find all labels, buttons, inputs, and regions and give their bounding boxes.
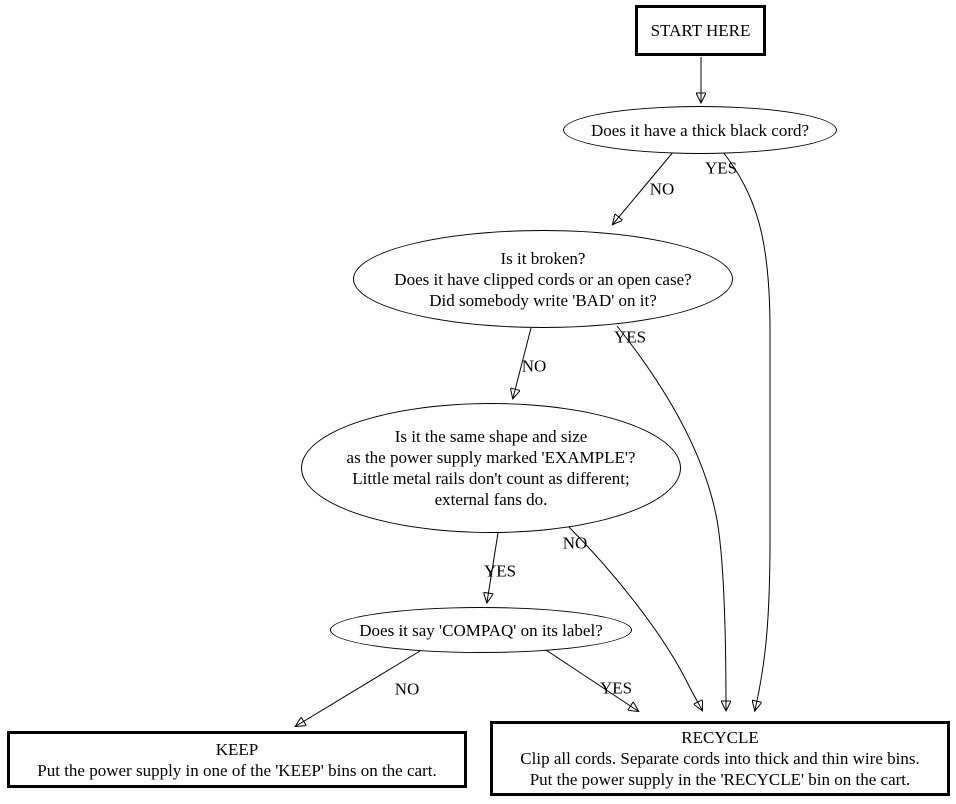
thick-cord-question-text: Does it have a thick black cord? [590, 120, 810, 140]
edge-label-example-yes: YES [483, 561, 517, 581]
recycle-instruction-line-1: Clip all cords. Separate cords into thick and thin wire bins. [520, 749, 920, 768]
keep-title: KEEP [215, 739, 259, 759]
broken-question-line-3: Did somebody write 'BAD' on it? [429, 290, 657, 310]
node-start-here [635, 5, 766, 56]
node-recycle [490, 721, 950, 796]
node-question-thick-black-cord [563, 106, 837, 154]
broken-question-line-2: Does it have clipped cords or an open case? [394, 269, 692, 289]
edge-broken-yes-to-recycle [617, 326, 726, 710]
edge-label-compaq-no: NO [394, 679, 420, 699]
edge-label-thick-cord-yes: YES [704, 158, 738, 178]
recycle-instruction-line-2: Put the power supply in the 'RECYCLE' bin on the cart. [529, 770, 911, 789]
node-question-compaq-label [330, 607, 632, 653]
example-question-line-4: external fans do. [434, 490, 548, 509]
start-here-label: START HERE [650, 21, 751, 40]
edge-label-broken-no: NO [521, 356, 547, 376]
broken-question-line-1: Is it broken? [500, 248, 586, 268]
compaq-question-text: Does it say 'COMPAQ' on its label? [359, 620, 603, 640]
edge-label-example-no: NO [562, 533, 588, 553]
edge-thick-cord-yes-to-recycle [723, 152, 770, 710]
edge-label-thick-cord-no: NO [649, 179, 675, 199]
node-question-same-shape-example [301, 403, 681, 533]
example-question-line-1: Is it the same shape and size [394, 427, 588, 446]
example-question-line-2: as the power supply marked 'EXAMPLE'? [346, 448, 636, 467]
edge-label-broken-yes: YES [613, 327, 647, 347]
edge-label-compaq-yes: YES [599, 678, 633, 698]
keep-instruction: Put the power supply in one of the 'KEEP' bins on the cart. [37, 760, 437, 780]
recycle-title: RECYCLE [681, 728, 759, 747]
node-keep [7, 731, 467, 788]
node-question-broken [353, 230, 733, 328]
example-question-line-3: Little metal rails don't count as different; [352, 469, 630, 488]
